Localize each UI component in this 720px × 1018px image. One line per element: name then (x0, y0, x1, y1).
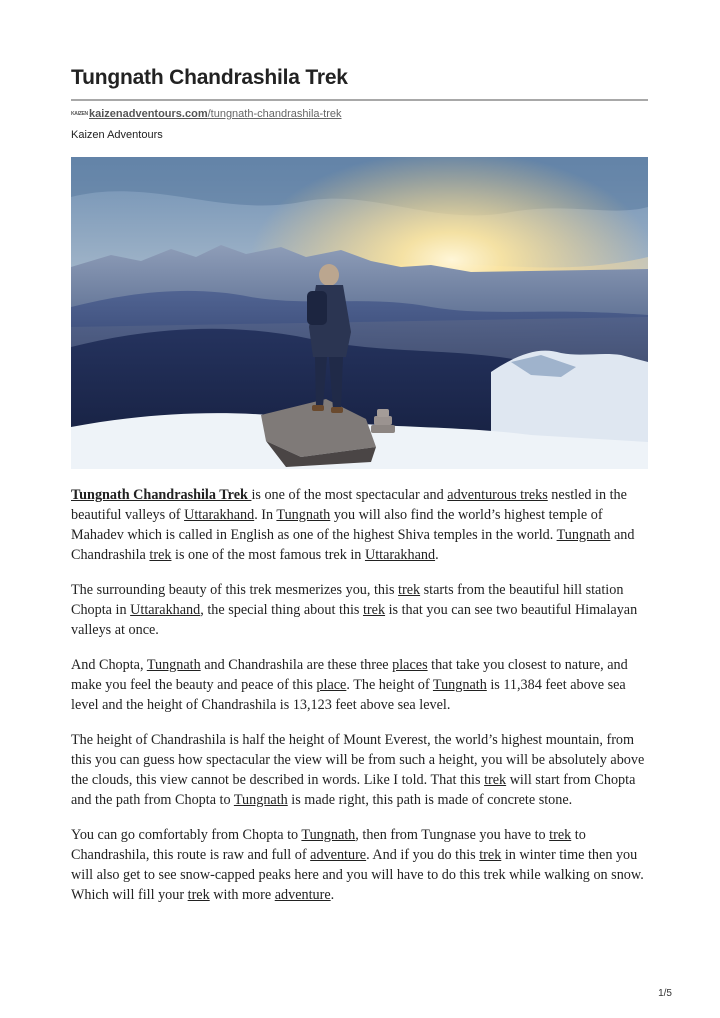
paragraph-text: is made right, this path is made of concrete stone. (287, 792, 573, 808)
title-divider (71, 99, 648, 101)
paragraph-text: is 11,384 feet above sea level and the height of Chandrashila is 13,123 feet above sea level. (71, 677, 626, 713)
inline-link[interactable]: trek (187, 887, 210, 903)
inline-link[interactable]: Tungnath (556, 527, 611, 543)
inline-link[interactable]: adventure (274, 887, 331, 903)
inline-link[interactable]: Tungnath Chandrashila Trek (71, 487, 252, 503)
body-paragraph (71, 485, 649, 565)
inline-link[interactable]: Uttarakhand (184, 507, 255, 523)
inline-link[interactable]: places (392, 657, 428, 673)
inline-link[interactable]: trek (398, 582, 421, 598)
paragraph-text: and Chandrashila are these three (200, 657, 393, 673)
source-path[interactable]: /tungnath-chandrashila-trek (207, 108, 342, 120)
inline-link[interactable]: trek (362, 602, 386, 618)
paragraph-text: with more (209, 887, 275, 903)
body-paragraph (71, 730, 649, 810)
author-name: Kaizen Adventours (71, 129, 163, 141)
paragraph-text: . In (254, 507, 277, 523)
page-number: 1/5 (658, 988, 672, 999)
paragraph-text: that take you closest to nature, and make you feel the beauty and peace of this (71, 657, 628, 693)
article-body (71, 485, 649, 920)
inline-link[interactable]: Uttarakhand (130, 602, 201, 618)
paragraph-text: is one of the most famous trek in (171, 547, 365, 563)
source-link[interactable] (71, 108, 342, 120)
inline-link[interactable]: adventure (310, 847, 367, 863)
inline-link[interactable]: trek (484, 772, 507, 788)
inline-link[interactable]: trek (479, 847, 502, 863)
paragraph-text: , then from Tungnase you have to (355, 827, 550, 843)
paragraph-text: to Chandrashila, this route is raw and full of (71, 827, 586, 863)
inline-link[interactable]: Tungnath (146, 657, 201, 673)
inline-link[interactable]: Tungnath (233, 792, 288, 808)
paragraph-text: The surrounding beauty of this trek mesmerizes you, this (71, 582, 399, 598)
source-domain[interactable]: kaizenadventours.com (89, 108, 208, 120)
paragraph-text: nestled in the beautiful valleys of (71, 487, 627, 523)
paragraph-text: . The height of (346, 677, 433, 693)
inline-link[interactable]: Tungnath (432, 677, 487, 693)
inline-link[interactable]: Tungnath (301, 827, 356, 843)
paragraph-text: will start from Chopta and the path from Chopta to (71, 772, 636, 808)
body-paragraph (71, 825, 649, 905)
inline-link[interactable]: place (316, 677, 347, 693)
page-title: Tungnath Chandrashila Trek (71, 66, 348, 89)
hero-image (71, 157, 648, 469)
paragraph-text: The height of Chandrashila is half the height of Mount Everest, the world’s highest mountain, from this you can guess how spectacular the view will be from such a height, you will be absolutely above the clouds, this view cannot be described in words. Like I told. That this (71, 732, 645, 788)
inline-link[interactable]: trek (549, 827, 572, 843)
paragraph-text: is that you can see two beautiful Himalayan valleys at once. (71, 602, 638, 638)
paragraph-text: . (330, 887, 335, 903)
paragraph-text: and Chandrashila (71, 527, 635, 563)
paragraph-text: you will also find the world’s highest temple of Mahadev which is called in English as one of the highest Shiva temples in the world. (71, 507, 603, 543)
body-paragraph (71, 655, 649, 715)
paragraph-text: starts from the beautiful hill station Chopta in (71, 582, 624, 618)
paragraph-text: , the special thing about this (200, 602, 363, 618)
body-paragraph (71, 580, 649, 640)
site-favicon-icon: KAIZEN (71, 111, 88, 117)
paragraph-text: . And if you do this (366, 847, 480, 863)
inline-link[interactable]: trek (149, 547, 172, 563)
paragraph-text: is one of the most spectacular and (251, 487, 448, 503)
paragraph-text: And Chopta, (71, 657, 147, 673)
paragraph-text: in winter time then you will also get to see snow-capped peaks here and you will have to do this trek while walking on snow. Which will fill your (71, 847, 644, 903)
inline-link[interactable]: Tungnath (276, 507, 331, 523)
paragraph-text: You can go comfortably from Chopta to (71, 827, 302, 843)
inline-link[interactable]: Uttarakhand (364, 547, 436, 563)
paragraph-text: . (435, 547, 439, 563)
inline-link[interactable]: adventurous treks (447, 487, 548, 503)
